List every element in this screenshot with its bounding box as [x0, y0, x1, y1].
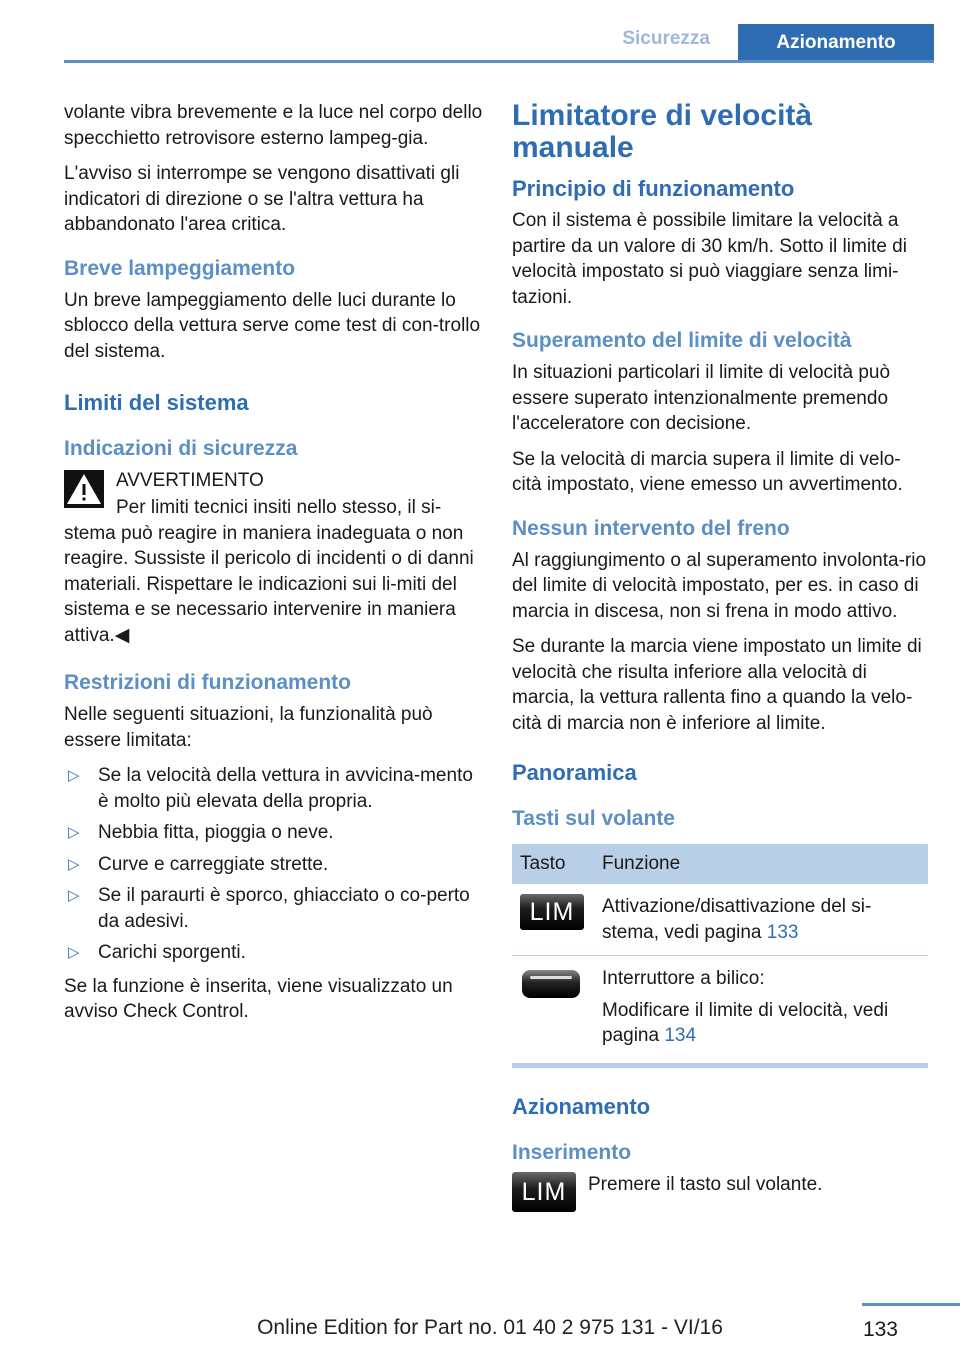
section-title: Limitatore di velocità manuale — [512, 99, 813, 164]
key-cell — [512, 956, 594, 1066]
heading-limiti-sistema: Limiti del sistema — [64, 390, 249, 415]
paragraph: Nelle seguenti situazioni, la funzionalità può essere limitata: — [64, 704, 433, 751]
paragraph: Se la velocità di marcia supera il limite di velo‐cità impostato, viene emesso un avvertimento. — [512, 448, 903, 495]
heading-nessun-intervento: Nessun intervento del freno — [512, 516, 790, 540]
heading-indicazioni-sicurezza: Indicazioni di sicurezza — [64, 437, 298, 460]
right-column — [512, 100, 928, 1207]
list-item: ▷ Curve e carreggiate strette. — [64, 852, 484, 878]
header-rule — [64, 60, 934, 63]
heading-inserimento: Inserimento — [512, 1140, 632, 1164]
rocker-switch-icon — [520, 966, 582, 1002]
heading-breve-lampeggiamento: Breve lampeggiamento — [64, 256, 296, 280]
list-item: ▷ Carichi sporgenti. — [64, 940, 484, 966]
column-header-tasto: Tasto — [512, 844, 594, 884]
warning-triangle-icon — [64, 470, 104, 508]
section-tab[interactable]: Sicurezza — [622, 28, 710, 49]
paragraph: In situazioni particolari il limite di velocità può essere superato intenzionalmente premendo l'acceleratore con decisione. — [512, 362, 891, 434]
paragraph: Con il sistema è possibile limitare la velocità a partire da un valore di 30 km/h. Sotto il limite di velocità impostato si può viaggiare senza limi‐tazioni. — [512, 210, 907, 308]
heading-principio: Principio di funzionamento — [512, 176, 795, 201]
steering-keys-table — [512, 844, 928, 1068]
inserimento-block — [512, 1172, 928, 1206]
restrictions-list — [64, 763, 484, 966]
heading-superamento: Superamento del limite di velocità — [512, 329, 852, 352]
key-cell — [512, 884, 594, 956]
bullet-triangle-icon: ▷ — [68, 887, 80, 904]
page-link-133[interactable]: 133 — [766, 921, 799, 943]
bullet-triangle-icon: ▷ — [68, 944, 80, 961]
list-item: ▷ Nebbia fitta, pioggia o neve. — [64, 820, 484, 846]
paragraph: Un breve lampeggiamento delle luci durante lo sblocco della vettura serve come test di con‐trollo del sistema. — [64, 289, 481, 362]
paragraph: volante vibra brevemente e la luce nel corpo dello specchietto retrovisore esterno lampeg‐gia. — [64, 102, 483, 149]
heading-azionamento: Azionamento — [512, 1093, 651, 1119]
bullet-triangle-icon: ▷ — [68, 824, 80, 841]
heading-panoramica: Panoramica — [512, 760, 637, 785]
function-cell: Interruttore a bilico: Modificare il limite di velocità, vedi pagina 134 — [594, 956, 928, 1066]
table-row — [512, 884, 928, 956]
lim-key-icon: LIM — [520, 894, 584, 930]
warning-title: AVVERTIMENTO — [116, 470, 264, 491]
paragraph: Premere il tasto sul volante. — [588, 1173, 823, 1195]
list-item: ▷ Se il paraurti è sporco, ghiacciato o co‐perto da adesivi. — [68, 885, 470, 932]
page-number: 133 — [862, 1318, 898, 1341]
paragraph: L'avviso si interrompe se vengono disattivati gli indicatori di direzione o se l'altra vettura ha abbandonato l'area critica. — [64, 163, 460, 235]
warning-block — [64, 468, 484, 648]
left-column — [64, 100, 484, 1035]
page-header — [64, 24, 934, 60]
heading-restrizioni: Restrizioni di funzionamento — [64, 671, 351, 694]
function-cell: Attivazione/disattivazione del si‐stema, vedi pagina 133 — [594, 884, 928, 956]
bullet-triangle-icon: ▷ — [68, 855, 80, 873]
page-link-134[interactable]: 134 — [664, 1025, 697, 1046]
warning-text: Per limiti tecnici insiti nello stesso, il si‐stema può reagire in maniera inadeguata o non reagire. Sussiste il pericolo di incidenti o di danni materiali. Rispettare le indicazioni sui li‐miti del sistema e se necessario intervenire in maniera attiva.◀ — [64, 497, 474, 646]
table-row — [512, 956, 928, 1066]
paragraph: Se durante la marcia viene impostato un limite di velocità che risulta inferiore alla velocità di marcia, la vettura rallenta fino a quando la velo‐cità di marcia non è inferiore al limite. — [512, 636, 922, 734]
heading-tasti-volante: Tasti sul volante — [512, 807, 675, 830]
edition-footer: Online Edition for Part no. 01 40 2 975 131 - VI/16 — [257, 1316, 723, 1339]
active-chapter-tab[interactable]: Azionamento — [738, 24, 934, 63]
paragraph: Al raggiungimento o al superamento involonta‐rio del limite di velocità impostato, per es. in caso di marcia in discesa, non si frena in modo attivo. — [512, 549, 927, 622]
bullet-triangle-icon: ▷ — [68, 767, 80, 784]
list-item: ▷ Se la velocità della vettura in avvicina‐mento è molto più elevata della propria. — [68, 765, 473, 812]
column-header-funzione: Funzione — [594, 844, 928, 884]
paragraph: Se la funzione è inserita, viene visualizzato un avviso Check Control. — [64, 975, 453, 1022]
table-header-row — [512, 844, 928, 884]
footer-rule — [862, 1303, 960, 1306]
lim-key-icon: LIM — [512, 1172, 576, 1212]
